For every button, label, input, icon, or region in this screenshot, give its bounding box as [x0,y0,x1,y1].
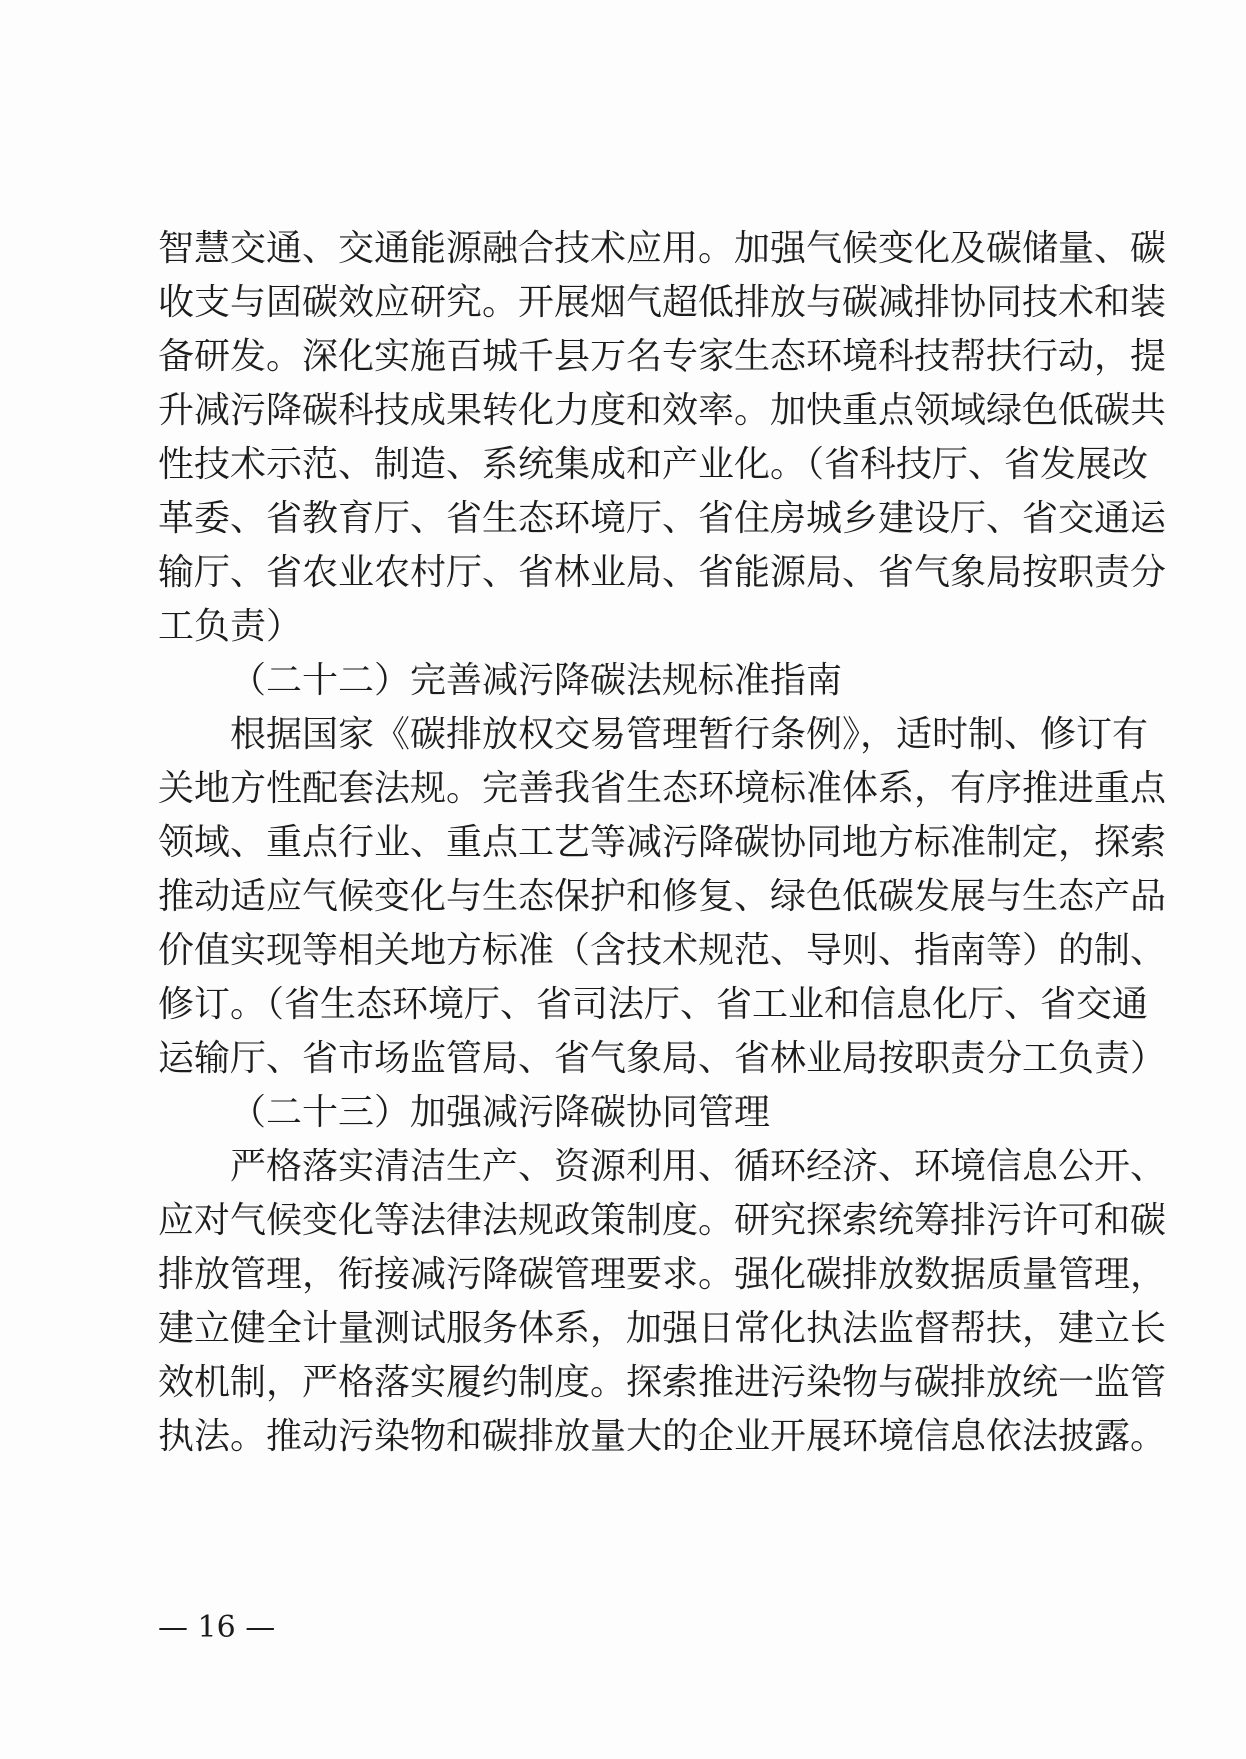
page-number: — 16 — [158,1610,276,1645]
text-line: 根据国家《碳排放权交易管理暂行条例》，适时制、修订有 [230,714,1149,755]
section-22 [158,654,1167,1086]
text-line: 输厅、省农业农村厅、省林业局、省能源局、省气象局按职责分 [158,552,1167,593]
text-line: 领域、重点行业、重点工艺等减污降碳协同地方标准制定，探索 [158,822,1167,863]
text-line: 关地方性配套法规。完善我省生态环境标准体系，有序推进重点 [158,768,1167,809]
text-line: 性技术示范、制造、系统集成和产业化。（省科技厅、省发展改 [158,444,1149,485]
section-heading: （二十二）完善减污降碳法规标准指南 [230,660,843,701]
text-line: 备研发。深化实施百城千县万名专家生态环境科技帮扶行动，提 [158,336,1167,377]
text-line: 排放管理，衔接减污降碳管理要求。强化碳排放数据质量管理， [158,1254,1167,1295]
text-line: 建立健全计量测试服务体系，加强日常化执法监督帮扶，建立长 [158,1308,1167,1349]
section-23 [158,1086,1167,1464]
text-line: 价值实现等相关地方标准（含技术规范、导则、指南等）的制、 [158,930,1167,971]
text-line: 革委、省教育厅、省生态环境厅、省住房城乡建设厅、省交通运 [158,498,1167,539]
text-line: 收支与固碳效应研究。开展烟气超低排放与碳减排协同技术和装 [158,282,1167,323]
text-line: 运输厅、省市场监管局、省气象局、省林业局按职责分工负责） [158,1038,1167,1079]
paragraph-1 [158,222,1167,654]
section-heading: （二十三）加强减污降碳协同管理 [230,1092,771,1133]
text-line: 应对气候变化等法律法规政策制度。研究探索统筹排污许可和碳 [158,1200,1167,1241]
text-line: 智慧交通、交通能源融合技术应用。加强气候变化及碳储量、碳 [158,228,1167,269]
text-line: 修订。（省生态环境厅、省司法厅、省工业和信息化厅、省交通 [158,984,1149,1025]
text-line: 严格落实清洁生产、资源利用、循环经济、环境信息公开、 [230,1146,1167,1187]
text-line: 推动适应气候变化与生态保护和修复、绿色低碳发展与生态产品 [158,876,1167,917]
text-line: 效机制，严格落实履约制度。探索推进污染物与碳排放统一监管 [158,1362,1167,1403]
document-body [158,222,1167,1464]
text-line: 升减污降碳科技成果转化力度和效率。加快重点领域绿色低碳共 [158,390,1167,431]
text-line: 工负责） [158,606,303,647]
text-line: 执法。推动污染物和碳排放量大的企业开展环境信息依法披露。 [158,1416,1167,1457]
